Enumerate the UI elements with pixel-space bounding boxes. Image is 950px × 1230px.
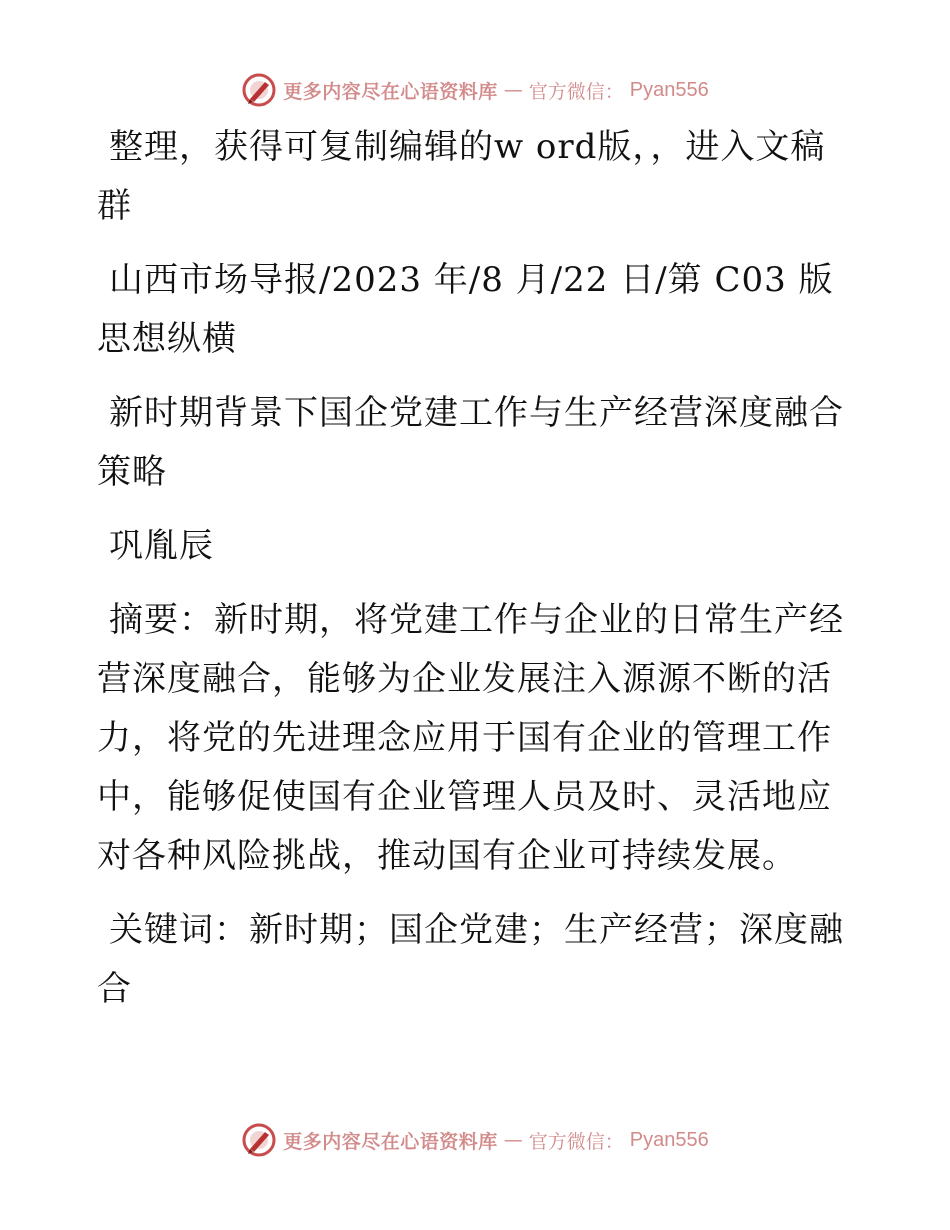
banner-dash: — [503, 79, 523, 101]
footer-banner [0, 1118, 950, 1162]
brand-text: 更多内容尽在心语资料库 [283, 80, 498, 103]
wechat-label: 官方微信： [528, 1130, 624, 1153]
edit-note: 整理，获得可复制编辑的w ord版，，进入文稿群 [97, 127, 826, 226]
brand-text: 更多内容尽在心语资料库 [283, 1130, 498, 1153]
keywords: 关键词：新时期；国企党建；生产经营；深度融合 [97, 910, 844, 1009]
pen-circle-logo-icon [241, 1122, 277, 1158]
wechat-id: Pyan556 [629, 1128, 709, 1151]
wechat-label: 官方微信： [528, 80, 624, 103]
wechat-id: Pyan556 [629, 78, 709, 101]
author: 巩胤辰 [109, 526, 214, 566]
pen-circle-logo-icon [241, 72, 277, 108]
abstract: 摘要：新时期，将党建工作与企业的日常生产经营深度融合，能够为企业发展注入源源不断的活力，将党的先进理念应用于国有企业的管理工作中，能够促使国有企业管理人员及时、灵活地应对各种风险挑战，推动国有企业可持续发展。 [97, 600, 844, 876]
document-body [97, 118, 857, 1034]
footer-banner-content [241, 1122, 709, 1158]
source-line: 山西市场导报/2023 年/8 月/22 日/第 C03 版思想纵横 [97, 260, 834, 359]
header-banner-content [241, 72, 709, 108]
banner-dash: — [503, 1129, 523, 1151]
article-title: 新时期背景下国企党建工作与生产经营深度融合策略 [97, 393, 844, 492]
header-banner [0, 68, 950, 112]
